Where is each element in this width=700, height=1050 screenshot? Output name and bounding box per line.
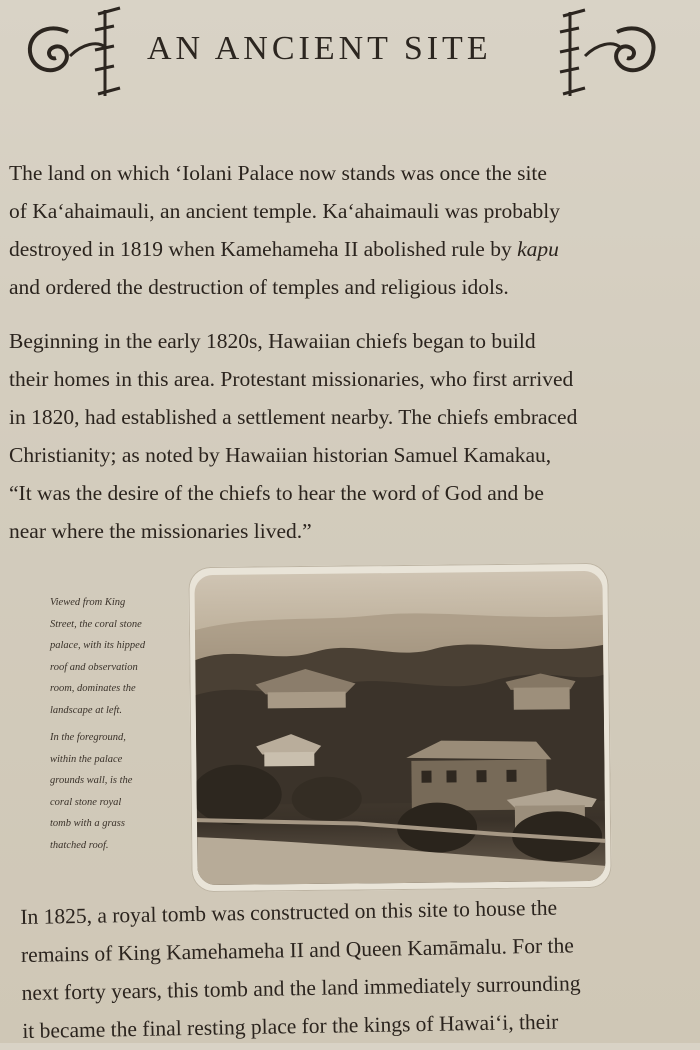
- text-line: The land on which ‘Iolani Palace now stands was once the site: [9, 161, 547, 185]
- photo-caption: [50, 592, 180, 856]
- paragraph-chiefs-settlement: [9, 322, 689, 550]
- caption-line: Street, the coral stone: [50, 618, 142, 630]
- caption-line: In the foreground,: [50, 732, 126, 743]
- text-line: [9, 230, 689, 268]
- text-line: and ordered the destruction of temples and religious idols.: [9, 275, 509, 299]
- text-line: Beginning in the early 1820s, Hawaiian chiefs began to build: [9, 329, 536, 353]
- historic-photo-illustration: [194, 571, 605, 885]
- historic-photo: [194, 571, 605, 885]
- caption-line: tomb with a grass: [50, 818, 125, 829]
- historic-photo-frame: [188, 563, 611, 892]
- caption-line: coral stone royal: [50, 796, 122, 808]
- italic-word: kapu: [517, 237, 559, 261]
- text-line: in 1820, had established a settlement nearby. The chiefs embraced: [9, 405, 578, 429]
- paragraph-royal-tomb: [20, 886, 700, 1050]
- text-line: Christianity; as noted by Hawaiian historian Samuel Kamakau,: [9, 443, 552, 467]
- ornament-right-icon: [555, 0, 685, 110]
- text-line: In 1825, a royal tomb was constructed on this site to house the: [20, 895, 558, 929]
- text-line: near where the missionaries lived.”: [9, 519, 312, 543]
- caption-line: roof and observation: [50, 661, 138, 673]
- text-line: next forty years, this tomb and the land immediately surrounding: [21, 971, 581, 1005]
- text-line: their homes in this area. Protestant missionaries, who first arrived: [9, 367, 574, 391]
- page-title: AN ANCIENT SITE: [147, 30, 492, 67]
- text-line: remains of King Kamehameha II and Queen Kamāmalu. For the: [20, 933, 574, 967]
- caption-line: Viewed from King: [50, 597, 126, 608]
- header-banner: [0, 0, 700, 110]
- caption-line: room, dominates the: [50, 683, 136, 694]
- text-line: “It was the desire of the chiefs to hear the word of God and be: [9, 481, 544, 505]
- caption-line: thatched roof.: [50, 839, 109, 851]
- caption-line: within the palace: [50, 753, 123, 765]
- paragraph-ancient-temple: [9, 154, 689, 306]
- caption-line: landscape at left.: [50, 704, 123, 716]
- text-segment: destroyed in 1819 when Kamehameha II abolished rule by: [9, 237, 512, 261]
- caption-line: grounds wall, is the: [50, 775, 133, 786]
- text-line: of Ka‘ahaimauli, an ancient temple. Ka‘ahaimauli was probably: [9, 199, 561, 223]
- ornament-left-icon: [10, 0, 140, 110]
- text-line: it became the final resting place for the kings of Hawai‘i, their: [22, 1009, 559, 1043]
- caption-line: palace, with its hipped: [50, 640, 146, 651]
